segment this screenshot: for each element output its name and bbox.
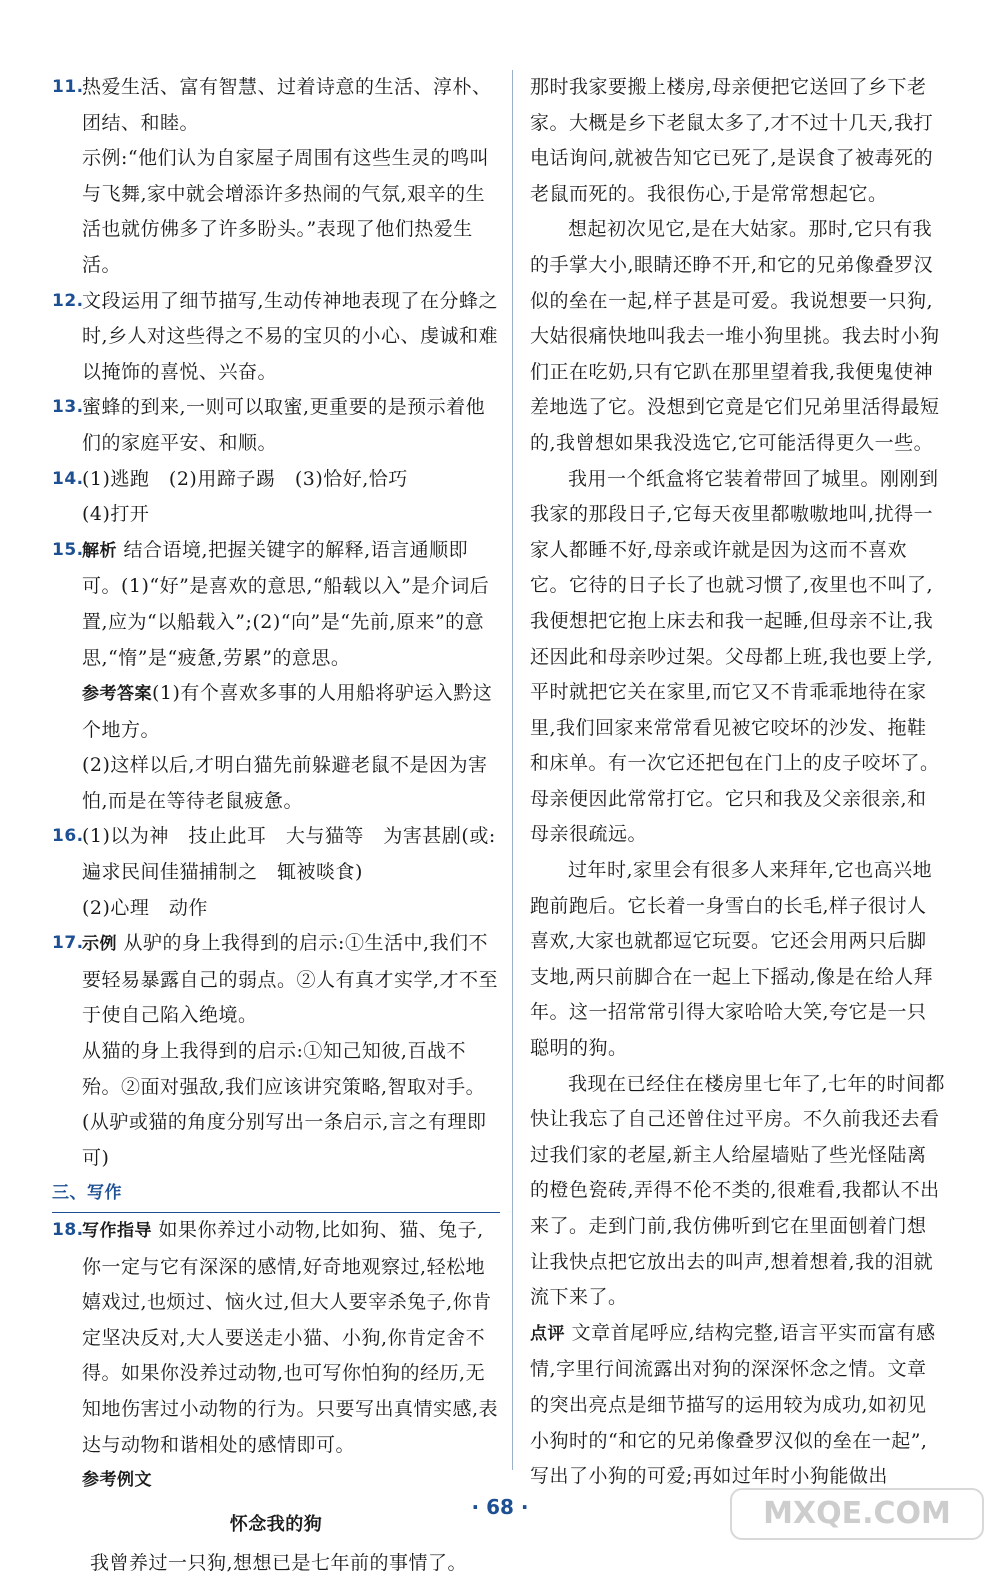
answer-text: 蜜蜂的到来,一则可以取蜜,更重要的是预示着他们的家庭平安、和顺。: [82, 396, 486, 454]
example-body: 从驴的身上我得到的启示:①生活中,我们不要轻易暴露自己的弱点。②人有真才实学,才不至于使自己陷入绝境。: [82, 932, 499, 1027]
essay-paragraph: 我曾养过一只狗,想想已是七年前的事情了。: [90, 1552, 468, 1575]
example-tag: 示例: [82, 934, 117, 955]
answer-16: [52, 819, 500, 926]
answer-14: [52, 462, 500, 533]
reference-essay-tag: 参考例文: [82, 1470, 152, 1491]
essay-paragraph: 那时我家要搬上楼房,母亲便把它送回了乡下老家。大概是乡下老鼠太多了,才不过十几天,我打电话询问,就被告知它已死了,是误食了被毒死的老鼠而死的。我很伤心,于是常常想起它。: [530, 76, 934, 205]
answer-18: [52, 1213, 500, 1499]
answer-11: [52, 70, 500, 284]
essay-title: 怀念我的狗: [229, 1513, 323, 1535]
writing-guide: [82, 1213, 500, 1463]
question-number: 16.: [52, 826, 84, 847]
answer-17: [52, 926, 500, 1176]
essay-paragraph: 我现在已经住在楼房里七年了,七年的时间都快让我忘了自己还曾住过平房。不久前我还去看过我们家的老屋,新主人给屋墙贴了些光怪陆离的橙色瓷砖,弄得不伦不类的,很难看,我都认不出来了。走到门前,我仿佛听到它在里面刨着门想让我快点把它放出去的叫声,想着想着,我的泪就流下来了。: [530, 1072, 946, 1309]
answer-example: 示例:“他们认为自家屋子周围有这些生灵的鸣叫与飞舞,家中就会增添许多热闹的气氛,艰辛的生活也就仿佛多了许多盼头。”表现了他们热爱生活。: [82, 147, 490, 276]
question-number: 14.: [52, 468, 84, 489]
question-number: 11.: [52, 77, 84, 97]
comment: [530, 1316, 946, 1495]
answer-12: [52, 284, 500, 391]
answer-text: (1)以为神 技止此耳 大与猫等 为害甚剧(或:遍求民间佳猫捕制之 辄被啖食): [82, 825, 496, 884]
answer-text: 热爱生活、富有智慧、过着诗意的生活、淳朴、团结、和睦。: [82, 76, 492, 134]
question-number: 17.: [52, 933, 84, 954]
question-number: 15.: [52, 539, 84, 560]
essay-paragraph: 想起初次见它,是在大姑家。那时,它只有我的手掌大小,眼睛还睁不开,和它的兄弟像叠罗汉似的垒在一起,样子甚是可爱。我说想要一只狗,大姑很痛快地叫我去一堆小狗里挑。我去时小狗们正在吃奶,只有它趴在那里望着我,我便鬼使神差地选了它。没想到它竟是它们兄弟里活得最短的,我曾想如果我没选它,它可能活得更久一些。: [530, 218, 940, 454]
column-divider: [512, 70, 513, 1470]
comment-body: 文章首尾呼应,结构完整,语言平实而富有感情,字里行间流露出对狗的深深怀念之情。文章的突出亮点是细节描写的运用较为成功,如初见小狗时的“和它的兄弟像叠罗汉似的垒在一起”,写出了小狗的可爱;再如过年时小狗能做出: [530, 1321, 936, 1488]
answer-13: [52, 390, 500, 461]
writing-guide-body: 如果你养过小动物,比如狗、猫、兔子,你一定与它有深深的感情,好奇地观察过,轻松地嬉戏过,也烦过、恼火过,但大人要宰杀兔子,你肯定坚决反对,大人要送走小猫、小狗,你肯定舍不得。如果你没养过动物,也可写你怕狗的经历,无知地伤害过小动物的行为。只要写出真情实感,表达与动物和谐相处的感情即可。: [82, 1219, 499, 1456]
question-number: 13.: [52, 397, 84, 418]
essay-paragraph: 我用一个纸盒将它装着带回了城里。刚刚到我家的那段日子,它每天夜里都嗷嗷地叫,扰得一家人都睡不好,母亲或许就是因为这而不喜欢它。它待的日子长了也就习惯了,夜里也不叫了,我便想把它抱上床去和我一起睡,但母亲不让,我还因此和母亲吵过架。父母都上班,我也要上学,平时就把它关在家里,而它又不肯乖乖地待在家里,我们回家来常常看见被它咬坏的沙发、拖鞋和床单。有一次它还把包在门上的皮子咬坏了。母亲便因此常常打它。它只和我及父亲很亲,和母亲很疏远。: [530, 467, 940, 846]
analysis-text: [82, 533, 500, 676]
comment-tag: 点评: [530, 1323, 565, 1344]
question-number: 12.: [52, 290, 84, 311]
answer-text: (1)逃跑 (2)用蹄子踢 (3)恰好,恰巧: [82, 467, 408, 490]
answer-text: (2)心理 动作: [82, 896, 208, 919]
watermark-logo: MXQE.COM: [730, 1488, 984, 1540]
section-heading-writing: 三、写作: [52, 1176, 500, 1213]
answer-text: [82, 926, 500, 1034]
reference-answer-2: (2)这样以后,才明白猫先前躲避老鼠不是因为害怕,而是在等待老鼠疲惫。: [82, 754, 488, 812]
reference-answer-1: (1)有个喜欢多事的人用船将驴运入黔这个地方。: [82, 682, 493, 741]
question-number: 18.: [52, 1220, 84, 1240]
answer-15: [52, 533, 500, 820]
essay-paragraph: 过年时,家里会有很多人来拜年,它也高兴地跑前跑后。它长着一身雪白的长毛,样子很讨人喜欢,大家也就都逗它玩耍。它还会用两只后脚支地,两只前脚合在一起上下摇动,像是在给人拜年。这一招常常引得大家哈哈大笑,夸它是一只聪明的狗。: [530, 859, 934, 1060]
left-column: [52, 70, 500, 1582]
answer-text: (4)打开: [82, 503, 150, 526]
analysis-tag: 解析: [82, 540, 117, 561]
right-column: [530, 70, 946, 1495]
writing-guide-tag: 写作指导: [82, 1221, 152, 1241]
answer-text: 从猫的身上我得到的启示:①知己知彼,百战不殆。②面对强敌,我们应该讲究策略,智取对手。(从驴或猫的角度分别写出一条启示,言之有理即可): [82, 1040, 487, 1169]
reference-answer-tag: 参考答案: [82, 684, 152, 705]
analysis-body: 结合语境,把握关键字的解释,语言通顺即可。(1)“好”是喜欢的意思,“船载以入”是介词后置,应为“以船载入”;(2)“向”是“先前,原来”的意思,“惰”是“疲惫,劳累”的意思。: [82, 538, 490, 669]
reference-answer: [82, 676, 500, 748]
answer-text: 文段运用了细节描写,生动传神地表现了在分蜂之时,乡人对这些得之不易的宝贝的小心、虔诚和难以掩饰的喜悦、兴奋。: [82, 289, 499, 383]
page-number: · 68 ·: [471, 1495, 529, 1519]
